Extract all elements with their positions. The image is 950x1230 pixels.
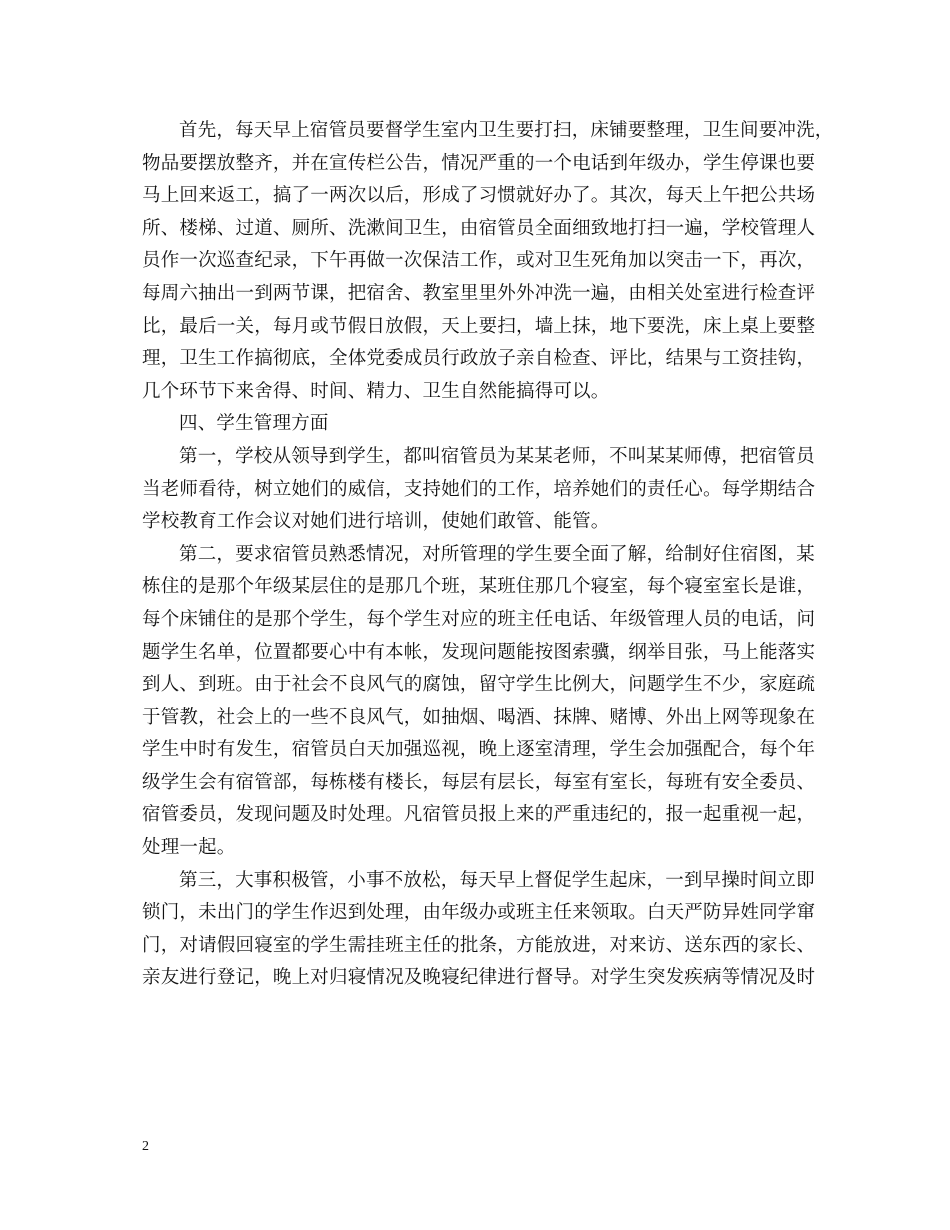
paragraph-line: 每周六抽出一到两节课，把宿舍、教室里里外外冲洗一遍，由相关处室进行检查评	[142, 282, 816, 304]
paragraph-line: 于管教，社会上的一些不良风气，如抽烟、喝酒、抹牌、赌博、外出上网等现象在	[142, 706, 816, 728]
paragraph-line: 第三，大事积极管，小事不放松，每天早上督促学生起床，一到早操时间立即	[179, 869, 815, 891]
paragraph-line: 理，卫生工作搞彻底，全体党委成员行政放子亲自检查、评比，结果与工资挂钩，	[142, 348, 816, 370]
paragraph	[142, 539, 822, 865]
page-number: 2	[142, 1139, 149, 1154]
paragraph-line: 员作一次巡查纪录，下午再做一次保洁工作，或对卫生死角加以突击一下，再次，	[142, 250, 816, 272]
paragraph-line: 物品要摆放整齐，并在宣传栏公告，情况严重的一个电话到年级办，学生停课也要	[142, 152, 816, 174]
document-body	[142, 115, 834, 995]
paragraph-line: 第二，要求宿管员熟悉情况，对所管理的学生要全面了解，给制好住宿图，某	[179, 543, 815, 565]
paragraph-line: 马上回来返工，搞了一两次以后，形成了习惯就好办了。其次，每天上午把公共场	[142, 185, 816, 207]
paragraph-line: 第一，学校从领导到学生，都叫宿管员为某某老师，不叫某某师傅，把宿管员	[179, 445, 815, 467]
paragraph-line: 比，最后一关，每月或节假日放假，天上要扫，墙上抹，地下要洗，床上桌上要整	[142, 315, 816, 337]
paragraph	[142, 441, 822, 539]
paragraph	[142, 115, 834, 408]
paragraph-line: 每个床铺住的是那个学生，每个学生对应的班主任电话、年级管理人员的电话，问	[142, 608, 816, 630]
paragraph-line: 级学生会有宿管部，每栋楼有楼长，每层有层长，每室有室长，每班有安全委员、	[142, 771, 816, 793]
paragraph-line: 处理一起。	[142, 837, 236, 859]
paragraph-line: 几个环节下来舍得、时间、精力、卫生自然能搞得可以。	[142, 380, 610, 402]
paragraph-line: 到人、到班。由于社会不良风气的腐蚀，留守学生比例大，问题学生不少，家庭疏	[142, 674, 816, 696]
paragraph-line: 所、楼梯、过道、厕所、洗漱间卫生，由宿管员全面细致地打扫一遍，学校管理人	[142, 217, 816, 239]
paragraph-line: 亲友进行登记，晚上对归寝情况及晚寝纪律进行督导。对学生突发疾病等情况及时	[142, 967, 816, 989]
paragraph-line: 四、学生管理方面	[179, 413, 329, 435]
paragraph	[142, 408, 822, 441]
paragraph-line: 当老师看待，树立她们的威信，支持她们的工作，培养她们的责任心。每学期结合	[142, 478, 816, 500]
paragraph-line: 栋住的是那个年级某层住的是那几个班，某班住那几个寝室，每个寝室室长是谁，	[142, 576, 816, 598]
paragraph-line: 学生中时有发生，宿管员白天加强巡视，晚上逐室清理，学生会加强配合，每个年	[142, 739, 816, 761]
paragraph-line: 首先，每天早上宿管员要督学生室内卫生要打扫，床铺要整理，卫生间要冲洗，	[179, 120, 834, 141]
paragraph-line: 门，对请假回寝室的学生需挂班主任的批条，方能放进，对来访、送东西的家长、	[142, 934, 816, 956]
paragraph-line: 宿管委员，发现问题及时处理。凡宿管员报上来的严重违纪的，报一起重视一起，	[142, 804, 816, 826]
paragraph-line: 锁门，未出门的学生作迟到处理，由年级办或班主任来领取。白天严防异姓同学窜	[142, 902, 816, 924]
paragraph-line: 学校教育工作会议对她们进行培训，使她们敢管、能管。	[142, 511, 610, 533]
paragraph-line: 题学生名单，位置都要心中有本帐，发现问题能按图索骥，纲举目张，马上能落实	[142, 641, 816, 663]
paragraph	[142, 865, 822, 995]
